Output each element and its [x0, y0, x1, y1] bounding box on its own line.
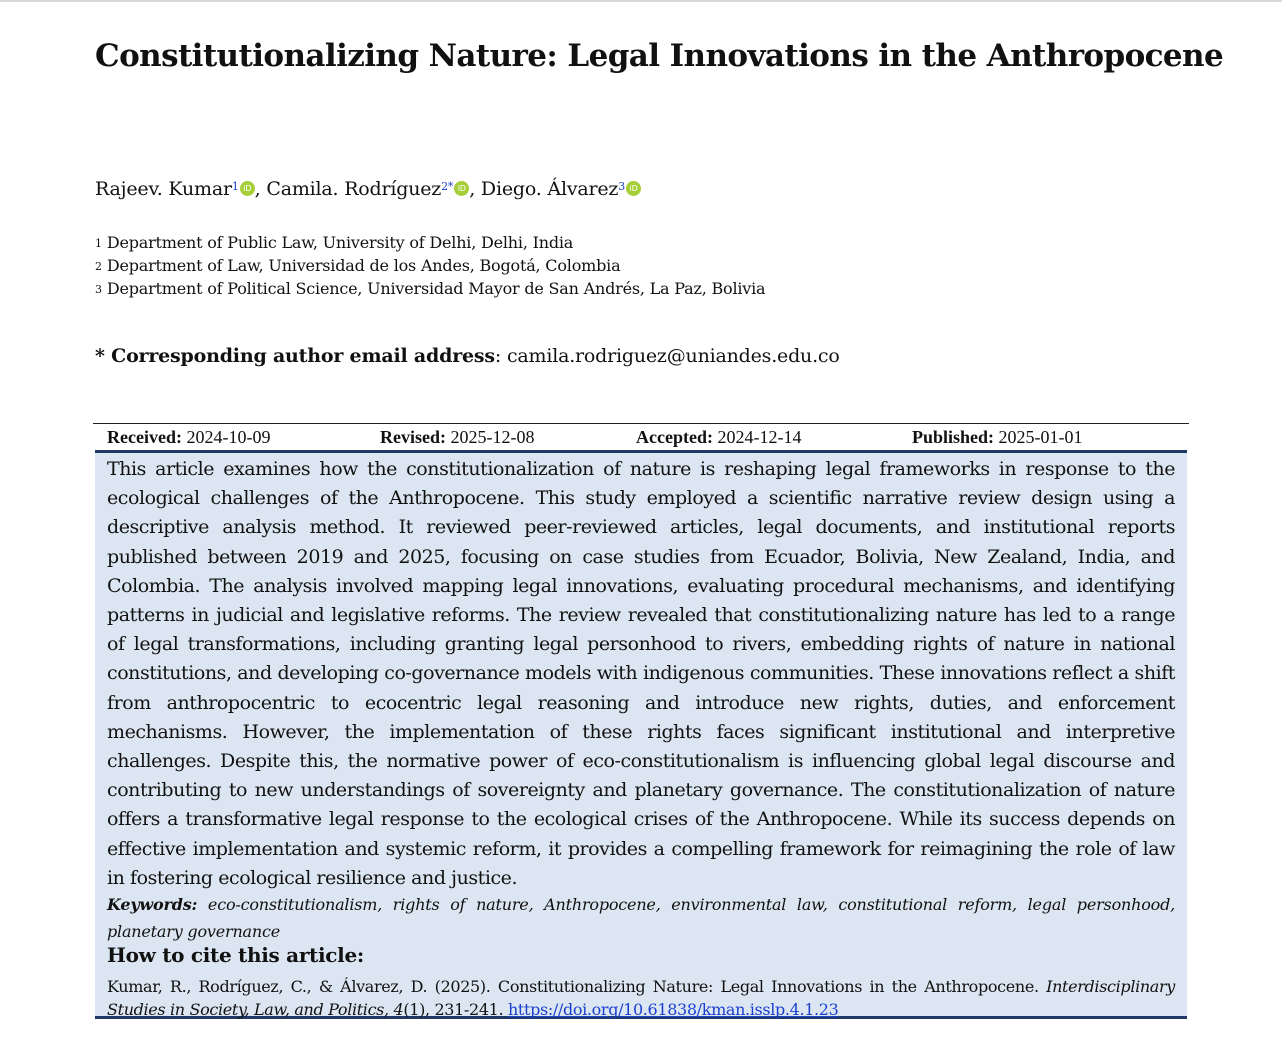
citation — [107, 975, 1175, 1021]
corresponding-label: * Corresponding author email address — [95, 345, 495, 367]
citation-authors-title: Kumar, R., Rodríguez, C., & Álvarez, D. (2025). Constitutionalizing Nature: Legal Innovations in the Anthropocene. — [107, 977, 1047, 996]
published-date — [912, 427, 1083, 448]
accepted-date — [636, 427, 801, 448]
author-separator: , — [254, 178, 267, 200]
author-list — [95, 178, 641, 200]
doi-link[interactable]: https://doi.org/10.61838/kman.isslp.4.1.23 — [507, 1000, 839, 1019]
affiliation-number: 2 — [95, 260, 102, 273]
abstract-text: This article examines how the constitutionalization of nature is reshaping legal frameworks in response to the ecological challenges of the Anthropocene. This study employed a scientific narrative review design using a descriptive analysis method. It reviewed peer-reviewed articles, legal documents, and institutional reports published between 2019 and 2025, focusing on case studies from Ecuador, Bolivia, New Zealand, India, and Colombia. The analysis involved mapping legal innovations, evaluating procedural mechanisms, and identifying patterns in judicial and legislative reforms. The review revealed that constitutionalizing nature has led to a range of legal transformations, including granting legal personhood to rivers, embedding rights of nature in national constitutions, and developing co-governance models with indigenous communities. These innovations reflect a shift from anthropocentric to ecocentric legal reasoning and introduce new rights, duties, and enforcement mechanisms. However, the implementation of these rights faces significant institutional and interpretive challenges. Despite this, the normative power of eco-constitutionalism is influencing global legal discourse and contributing to new understandings of sovereignty and planetary governance. The constitutionalization of nature offers a transformative legal response to the ecological crises of the Anthropocene. While its success depends on effective implementation and systemic reform, it provides a compelling framework for reimagining the role of law in fostering ecological resilience and justice. — [107, 458, 1175, 889]
orcid-icon[interactable]: iD — [626, 181, 641, 196]
corresponding-author — [95, 345, 840, 367]
published-label: Published: — [912, 427, 995, 447]
corresponding-separator: : — [494, 345, 507, 367]
affiliation — [95, 254, 765, 277]
author-name: Camila. Rodríguez — [266, 178, 442, 200]
received-value: 2024-10-09 — [186, 427, 271, 447]
abstract-box — [95, 450, 1187, 1019]
accepted-label: Accepted: — [636, 427, 713, 447]
top-border — [0, 0, 1282, 2]
article-title: Constitutionalizing Nature: Legal Innovations in the Anthropocene — [95, 38, 1224, 74]
orcid-icon[interactable]: iD — [454, 181, 469, 196]
published-value: 2025-01-01 — [998, 427, 1083, 447]
keywords — [107, 891, 1175, 945]
affiliation-text: Department of Political Science, Universidad Mayor de San Andrés, La Paz, Bolivia — [106, 279, 766, 298]
keywords-label: Keywords: — [107, 895, 198, 914]
affiliation-list — [95, 231, 765, 300]
affiliation-marker: 1 — [231, 180, 239, 193]
accepted-value: 2024-12-14 — [717, 427, 802, 447]
affiliation-marker: 2* — [441, 180, 454, 193]
citation-journal: Interdisciplinary Studies in Society, Law, and Politics, 4 — [107, 977, 1175, 1019]
affiliation-text: Department of Law, Universidad de los Andes, Bogotá, Colombia — [106, 256, 621, 275]
affiliation-text: Department of Public Law, University of Delhi, Delhi, India — [106, 233, 574, 252]
author-name: Rajeev. Kumar — [95, 178, 232, 200]
affiliation-number: 3 — [95, 283, 102, 296]
corresponding-email[interactable]: camila.rodriguez@uniandes.edu.co — [506, 345, 840, 367]
revised-value: 2025-12-08 — [450, 427, 535, 447]
affiliation-marker: 3 — [618, 180, 626, 193]
orcid-icon[interactable]: iD — [240, 181, 255, 196]
affiliation-number: 1 — [95, 237, 102, 250]
author-separator: , — [469, 178, 481, 200]
received-label: Received: — [107, 427, 182, 447]
author-name: Diego. Álvarez — [480, 178, 619, 200]
article-dates — [93, 423, 1189, 451]
affiliation — [95, 231, 765, 254]
how-to-cite-heading: How to cite this article: — [107, 943, 364, 967]
revised-date — [380, 427, 535, 448]
affiliation — [95, 277, 765, 300]
citation-issue-pages: (1), 231-241. — [403, 1000, 508, 1019]
revised-label: Revised: — [380, 427, 446, 447]
keywords-text: eco-constitutionalism, rights of nature, Anthropocene, environmental law, constitutional reform, legal personhood, planetary governance — [107, 895, 1176, 941]
received-date — [107, 427, 270, 448]
